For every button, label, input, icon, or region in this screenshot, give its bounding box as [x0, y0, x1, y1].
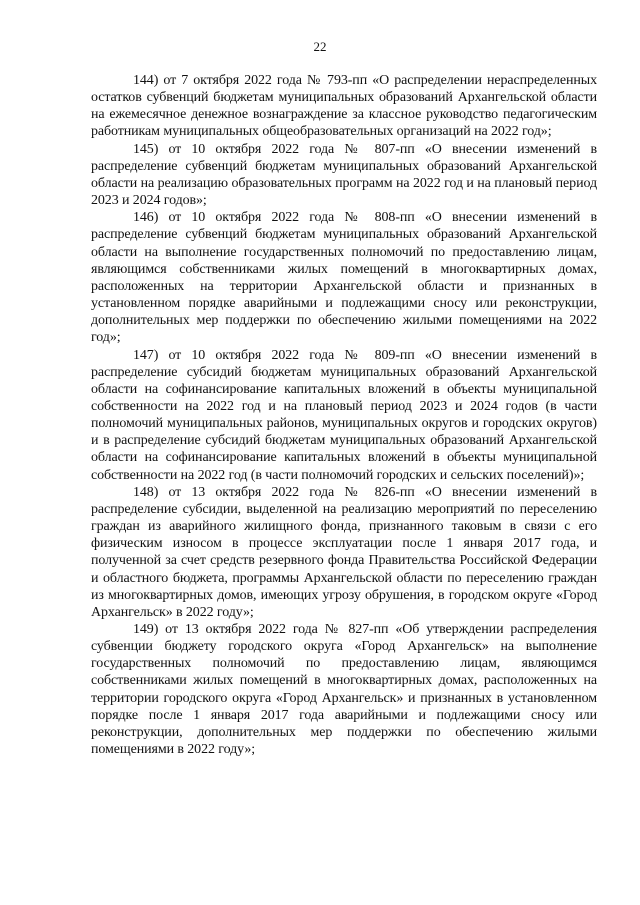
- document-body: [91, 72, 597, 758]
- list-item-148: 148) от 13 октября 2022 года № 826-пп «О внесении изменений в распределение субсидии, выделенной на реализацию мероприятий по переселению граждан из аварийного жилищного фонда, признанного таковым в связи с его физическим износом в процессе эксплуатации после 1 января 2017 года, и полученной за счет средств резервного фонда Правительства Российской Федерации и областного бюджета, программы Архангельской области по переселению граждан из многоквартирных домов, имеющих угрозу обрушения, в городском округе «Город Архангельск» в 2022 году»;: [91, 484, 597, 620]
- list-item-144: 144) от 7 октября 2022 года № 793-пп «О распределении нераспределенных остатков субвенций бюджетам муниципальных образований Архангельской области на ежемесячное денежное вознаграждение за классное руководство педагогическим работникам муниципальных общеобразовательных организаций на 2022 год»;: [91, 73, 597, 140]
- page-number: 22: [313, 39, 327, 54]
- list-item-149: 149) от 13 октября 2022 года № 827-пп «Об утверждении распределения субвенции бюджету городского округа «Город Архангельск» на выполнение государственных полномочий по предоставлению лицам, являющимся собственниками жилых помещений в многоквартирных домах, расположенных на территории городского округа «Город Архангельск» и признанных в установленном порядке после 1 января 2017 года аварийными и подлежащими сносу или реконструкции, дополнительных мер поддержки по обеспечению жилыми помещениями в 2022 году»;: [91, 622, 597, 758]
- list-item-147: 147) от 10 октября 2022 года № 809-пп «О внесении изменений в распределение субсидий бюджетам муниципальных образований Архангельской области на софинансирование капитальных вложений в объекты муниципальной собственности на 2022 год и на плановый период 2023 и 2024 годов (в части полномочий муниципальных районов, муниципальных округов и городских округов) и в распределение субсидий бюджетам муниципальных образований Архангельской области на софинансирование капитальных вложений в объекты муниципальной собственности на 2022 год (в части полномочий городских и сельских поселений)»;: [91, 347, 597, 483]
- list-item-146: 146) от 10 октября 2022 года № 808-пп «О внесении изменений в распределение субвенций бюджетам муниципальных образований Архангельской области на выполнение государственных полномочий по предоставлению лицам, являющимся собственниками жилых помещений в многоквартирных домах, расположенных на территории Архангельской области и признанных в установленном порядке аварийными и подлежащими сносу или реконструкции, дополнительных мер поддержки по обеспечению жилыми помещениями на 2022 год»;: [91, 210, 597, 346]
- list-item-145: 145) от 10 октября 2022 года № 807-пп «О внесении изменений в распределение субвенций бюджетам муниципальных образований Архангельской области на реализацию образовательных программ на 2022 год и на плановый период 2023 и 2024 годов»;: [91, 141, 597, 209]
